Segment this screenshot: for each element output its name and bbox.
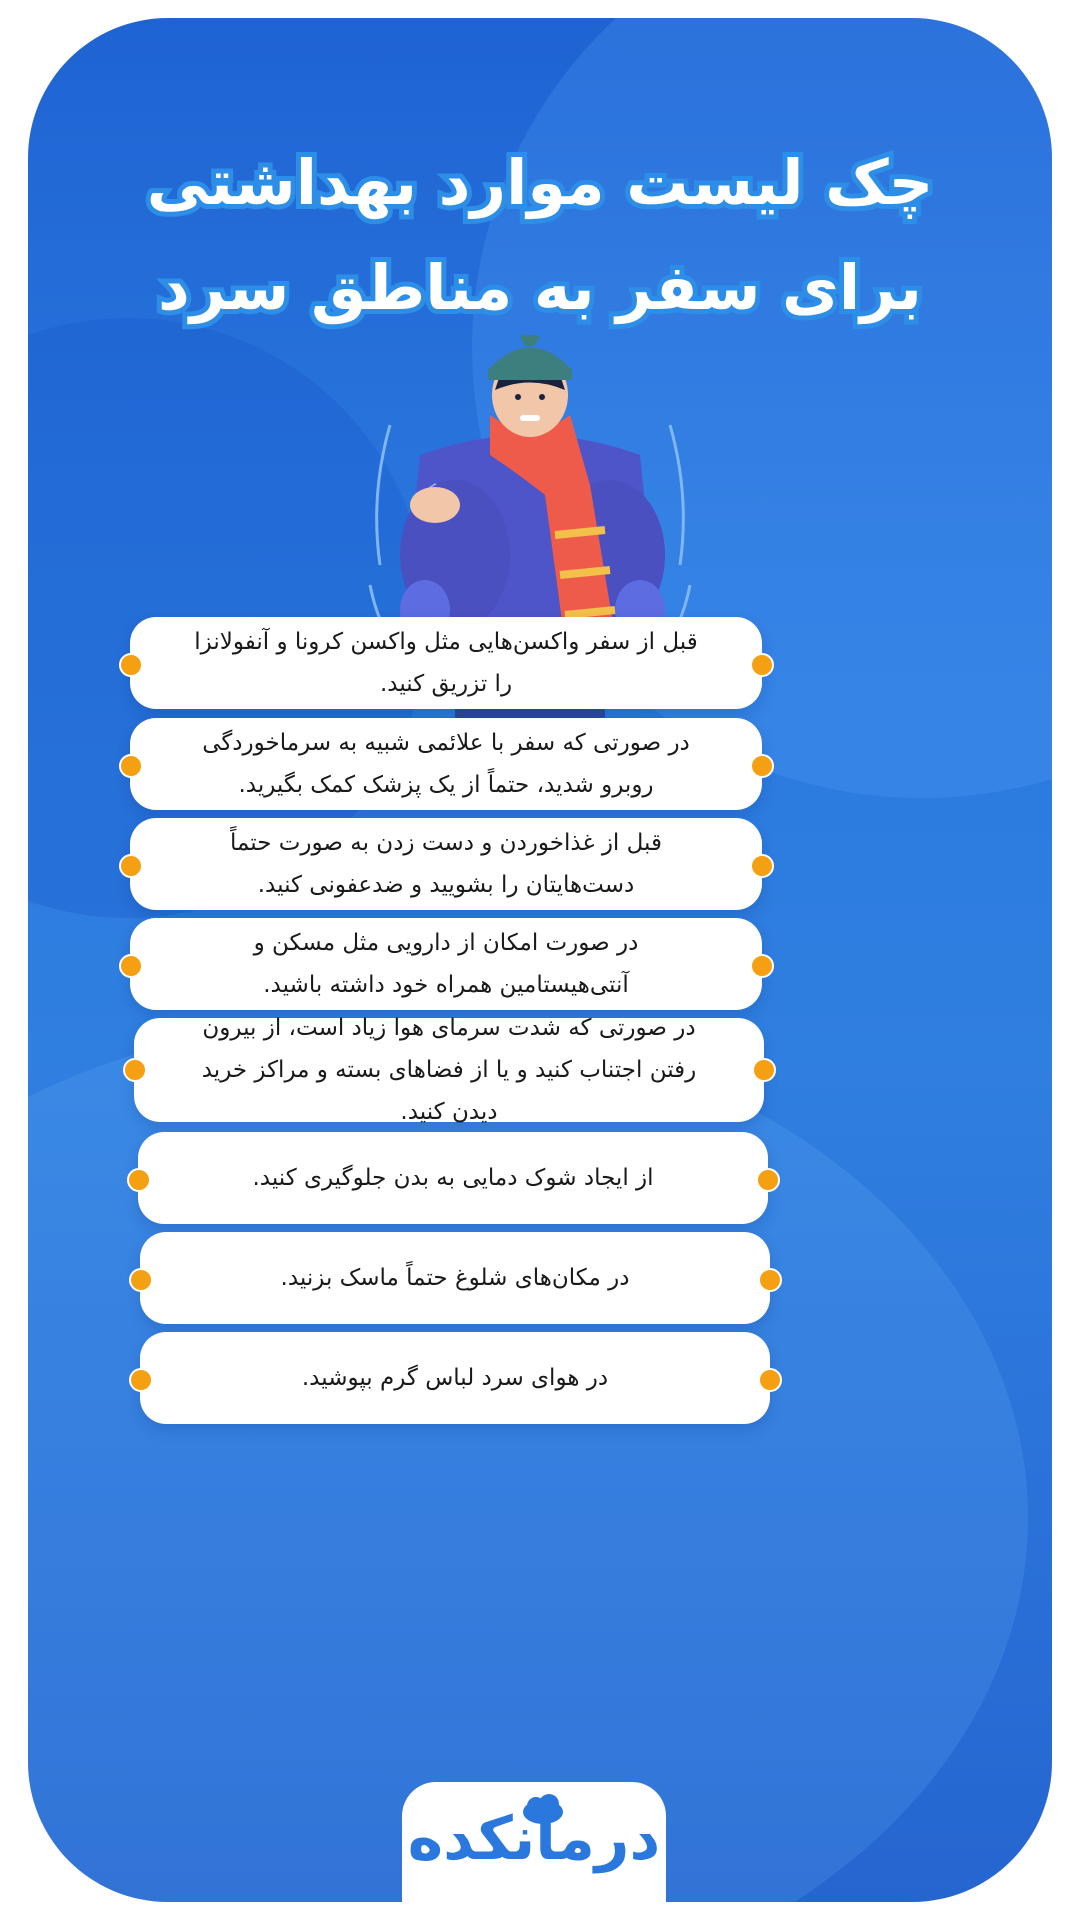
- shiver-line: [377, 425, 390, 565]
- page-title: [80, 130, 1000, 340]
- bullet-dot: [129, 1268, 153, 1292]
- bullet-dot: [756, 1168, 780, 1192]
- checklist-item: از ایجاد شوک دمایی به بدن جلوگیری کنید.: [138, 1132, 768, 1224]
- brand-logo-text: درمانکده: [407, 1804, 661, 1874]
- bullet-dot: [123, 1058, 147, 1082]
- logo-container: [402, 1782, 666, 1922]
- checklist-item: قبل از غذاخوردن و دست زدن به صورت حتماً دست‌هایتان را بشویید و ضدعفونی کنید.: [130, 818, 762, 910]
- checklist-item: در صورتی که شدت سرمای هوا زیاد است، از بیرون رفتن اجتناب کنید و یا از فضاهای بسته و مراکز خرید دیدن کنید.: [134, 1018, 764, 1122]
- bullet-dot: [119, 653, 143, 677]
- checklist-item: در هوای سرد لباس گرم بپوشید.: [140, 1332, 770, 1424]
- hand: [410, 487, 460, 523]
- bullet-dot: [129, 1368, 153, 1392]
- bullet-dot: [750, 754, 774, 778]
- hat: [488, 348, 572, 381]
- title-line-1: چک لیست موارد بهداشتی: [146, 146, 934, 219]
- bullet-dot: [119, 954, 143, 978]
- checklist-item: در صورتی که سفر با علائمی شبیه به سرماخوردگی روبرو شدید، حتماً از یک پزشک کمک بگیرید.: [130, 718, 762, 810]
- checklist-item: در مکان‌های شلوغ حتماً ماسک بزنید.: [140, 1232, 770, 1324]
- bullet-dot: [127, 1168, 151, 1192]
- bullet-dot: [119, 854, 143, 878]
- bullet-dot: [758, 1368, 782, 1392]
- checklist-item: قبل از سفر واکسن‌هایی مثل واکسن کرونا و آنفولانزا را تزریق کنید.: [130, 617, 762, 709]
- bullet-dot: [119, 754, 143, 778]
- title-line-2: برای سفر به مناطق سرد: [158, 251, 922, 324]
- bullet-dot: [750, 854, 774, 878]
- bullet-dot: [750, 653, 774, 677]
- shiver-line: [670, 425, 683, 565]
- bullet-dot: [758, 1268, 782, 1292]
- checklist-item: در صورت امکان از دارویی مثل مسکن و آنتی‌هیستامین همراه خود داشته باشید.: [130, 918, 762, 1010]
- bullet-dot: [752, 1058, 776, 1082]
- bullet-dot: [750, 954, 774, 978]
